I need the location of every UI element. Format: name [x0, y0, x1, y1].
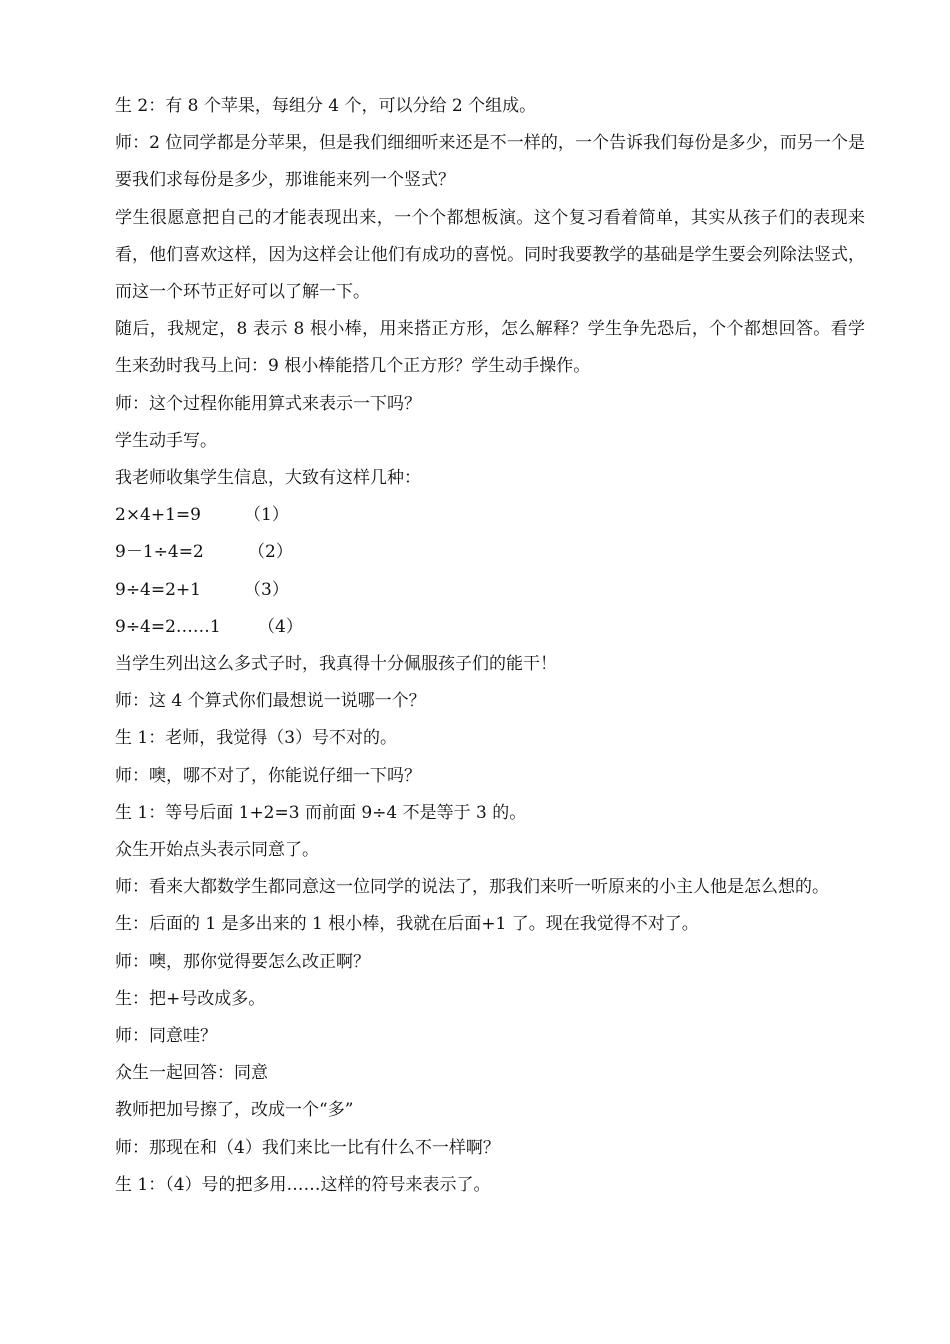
- paragraph: 生 1：老师，我觉得（3）号不对的。: [115, 728, 398, 749]
- formula-number: （2）: [248, 542, 293, 563]
- formula-line: [115, 609, 865, 646]
- formula-expression: 9÷4=2……1: [115, 616, 221, 637]
- document-body: [115, 88, 865, 1204]
- formula-line: [115, 534, 865, 571]
- paragraph: 生 2：有 8 个苹果，每组分 4 个，可以分给 2 个组成。: [115, 96, 537, 116]
- paragraph: 众生一起回答：同意: [115, 1063, 268, 1084]
- paragraph: 师：看来大都数学生都同意这一位同学的说法了，那我们来听一听原来的小主人他是怎么想的。: [115, 877, 829, 898]
- paragraph: 生：把+号改成多。: [115, 988, 266, 1009]
- formula-expression: 9－1÷4=2: [115, 542, 204, 563]
- formula-expression: 2×4+1=9: [115, 505, 201, 526]
- paragraph: 师：同意哇？: [115, 1026, 217, 1047]
- formula-line: [115, 497, 865, 534]
- paragraph: 生：后面的 1 是多出来的 1 根小棒，我就在后面+1 了。现在我觉得不对了。: [115, 914, 699, 935]
- paragraph: 随后，我规定，8 表示 8 根小棒，用来搭正方形，怎么解释？学生争先恐后，个个都想回答。看学生来劲时我马上问：9 根小棒能搭几个正方形？学生动手操作。: [115, 319, 865, 377]
- paragraph: 师：噢，哪不对了，你能说仔细一下吗？: [115, 765, 421, 786]
- formula-number: （1）: [244, 505, 289, 526]
- paragraph: 众生开始点头表示同意了。: [115, 840, 319, 861]
- formula-expression: 9÷4=2+1: [115, 579, 201, 600]
- paragraph: 教师把加号擦了，改成一个“多”: [115, 1100, 354, 1121]
- formula-number: （3）: [244, 579, 289, 600]
- paragraph: 师：2 位同学都是分苹果，但是我们细细听来还是不一样的，一个告诉我们每份是多少，而另一个是要我们求每份是多少，那谁能来列一个竖式？: [115, 133, 865, 191]
- paragraph: 师：那现在和（4）我们来比一比有什么不一样啊？: [115, 1137, 500, 1158]
- paragraph: 生 1：（4）号的把多用……这样的符号来表示了。: [115, 1174, 491, 1195]
- paragraph: 我老师收集学生信息，大致有这样几种：: [115, 468, 421, 489]
- formula-number: （4）: [258, 616, 303, 637]
- paragraph: 当学生列出这么多式子时，我真得十分佩服孩子们的能干！: [115, 654, 557, 675]
- paragraph: 师：这个过程你能用算式来表示一下吗？: [115, 393, 421, 414]
- paragraph: 学生很愿意把自己的才能表现出来，一个个都想板演。这个复习看着简单，其实从孩子们的表现来看，他们喜欢这样，因为这样会让他们有成功的喜悦。同时我要教学的基础是学生要会列除法竖式，而这一个环节正好可以了解一下。: [115, 207, 865, 303]
- paragraph: 学生动手写。: [115, 430, 217, 451]
- paragraph: 生 1：等号后面 1+2=3 而前面 9÷4 不是等于 3 的。: [115, 802, 527, 823]
- formula-line: [115, 572, 865, 609]
- paragraph: 师：噢，那你觉得要怎么改正啊？: [115, 951, 370, 972]
- paragraph: 师：这 4 个算式你们最想说一说哪一个？: [115, 691, 426, 712]
